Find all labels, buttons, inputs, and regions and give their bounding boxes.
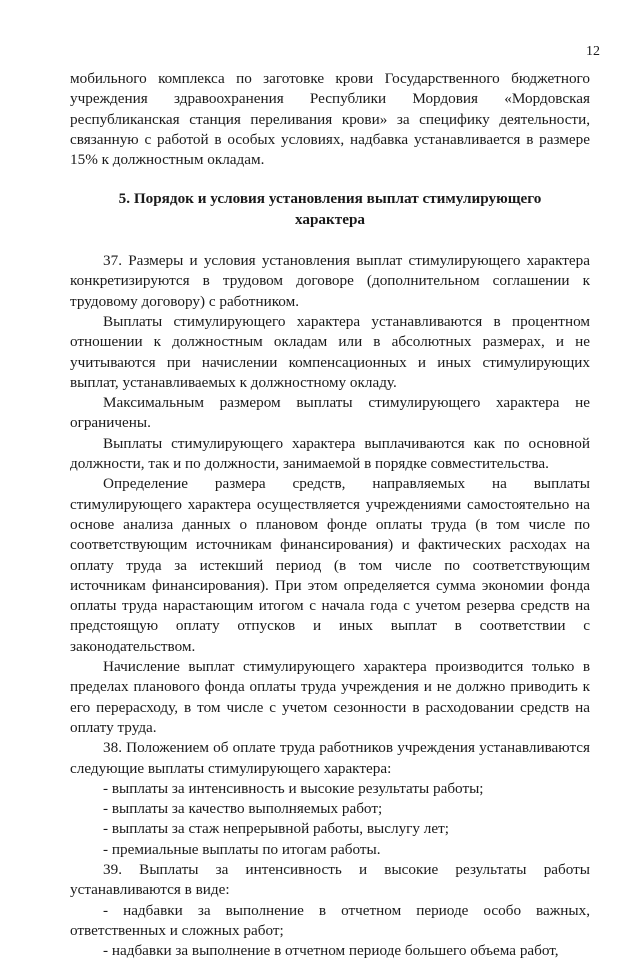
paragraph-accrual: Начисление выплат стимулирующего характера производится только в пределах планового фонда оплаты труда учреждения и не должно приводить к его перерасходу, в том числе с учетом сезонности в расходовании средств на оплату труда. <box>70 658 590 736</box>
intro-paragraph: мобильного комплекса по заготовке крови Государственного бюджетного учреждения здравоохранения Республики Мордовия «Мордовская республиканская станция переливания крови» за специфику деятельности, связанную с работой в особых условиях, надбавка устанавливается в размере 15% к должностным окладам. <box>70 70 590 169</box>
section-heading: 5. Порядок и условия установления выплат стимулирующего характера <box>118 190 542 228</box>
page-number: 12 <box>586 44 600 59</box>
list-item: - выплаты за стаж непрерывной работы, выслугу лет; <box>103 820 449 838</box>
paragraph-38: 38. Положением об оплате труда работников учреждения устанавливаются следующие выплаты стимулирующего характера: <box>70 739 590 777</box>
document-body <box>70 69 590 961</box>
paragraph-37: 37. Размеры и условия установления выплат стимулирующего характера конкретизируются в трудовом договоре (дополнительном соглашении к трудовому договору) с работником. <box>70 252 590 310</box>
paragraph-main-position: Выплаты стимулирующего характера выплачиваются как по основной должности, так и по должности, занимаемой в порядке совместительства. <box>70 434 590 473</box>
paragraph-max-size: Максимальным размером выплаты стимулирующего характера не ограничены. <box>70 394 590 432</box>
list-item: - выплаты за интенсивность и высокие результаты работы; <box>103 779 484 797</box>
paragraph-fund-determination: Определение размера средств, направляемых на выплаты стимулирующего характера осуществляется учреждениями самостоятельно на основе анализа данных о плановом фонде оплаты труда (в том числе по соответствующим источникам финансирования) и фактических расходах на оплату труда за истекший период (в том числе по соответствующим источникам финансирования). При этом определяется сумма экономии фонда оплаты труда нарастающим итогом с начала года с учетом резерва средств на предстоящую оплату отпусков и иных выплат в соответствии с законодательством. <box>70 475 590 655</box>
list-item: - премиальные выплаты по итогам работы. <box>103 840 381 858</box>
list-item: - выплаты за качество выполняемых работ; <box>103 800 383 818</box>
paragraph-payments-percent: Выплаты стимулирующего характера устанавливаются в процентном отношении к должностным окладам или в абсолютных размерах, и не учитываются при начислении компенсационных и иных стимулирующих выплат, устанавливаемых к должностному окладу. <box>70 312 590 391</box>
list-item: - надбавки за выполнение в отчетном периоде особо важных, ответственных и сложных работ; <box>70 901 590 939</box>
list-item: - надбавки за выполнение в отчетном периоде большего объема работ, <box>103 942 559 960</box>
paragraph-39: 39. Выплаты за интенсивность и высокие результаты работы устанавливаются в виде: <box>70 860 590 899</box>
